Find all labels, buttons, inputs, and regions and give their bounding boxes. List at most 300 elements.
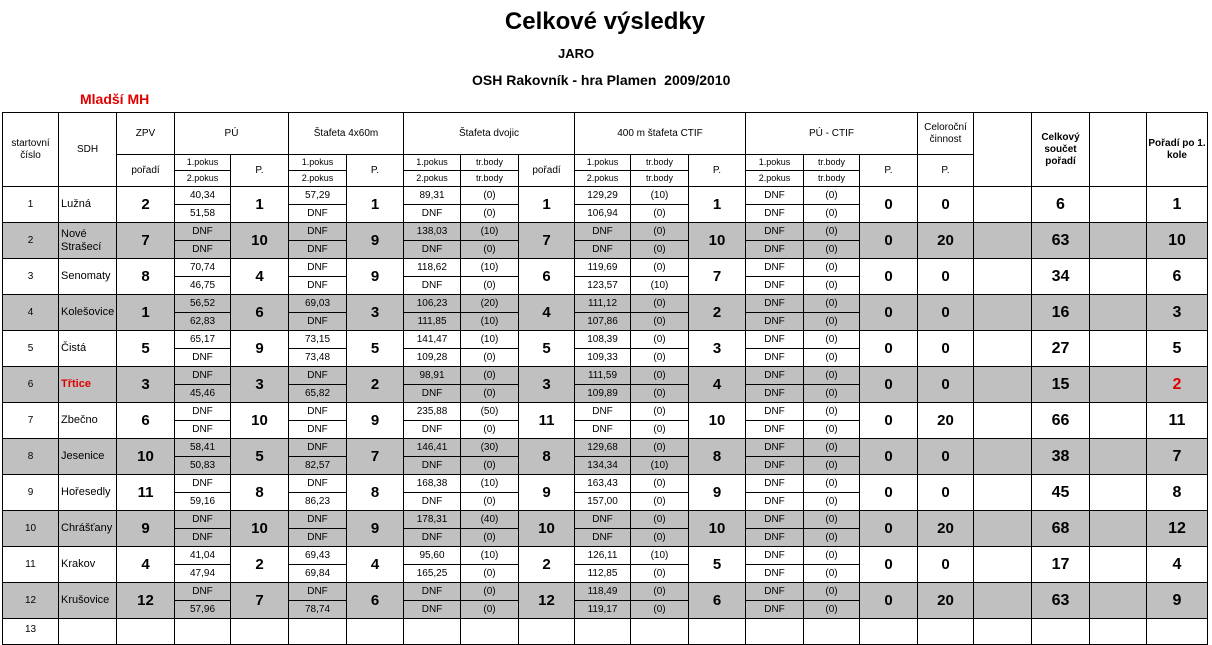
stafeta-times: DNF 82,57 bbox=[289, 439, 347, 475]
team-name: Třtice bbox=[59, 367, 117, 403]
empty-cell bbox=[689, 619, 746, 645]
ct-attempt-headers: 1.pokus 2.pokus bbox=[575, 155, 631, 187]
ctif-penalties: (0) (0) bbox=[631, 331, 689, 367]
pu-ctif-rank: 0 bbox=[860, 331, 918, 367]
empty-cell bbox=[347, 619, 404, 645]
col-stafeta-4x60: Štafeta 4x60m bbox=[289, 113, 404, 155]
dvojic-times: 235,88 DNF bbox=[404, 403, 461, 439]
pu-rank: 5 bbox=[231, 439, 289, 475]
celorocni-value: 0 bbox=[918, 475, 974, 511]
empty-cell bbox=[974, 583, 1032, 619]
stafeta-times: DNF DNF bbox=[289, 259, 347, 295]
stafeta-rank: 4 bbox=[347, 547, 404, 583]
total-sum: 15 bbox=[1032, 367, 1090, 403]
ctif-rank: 9 bbox=[689, 475, 746, 511]
stafeta-rank: 3 bbox=[347, 295, 404, 331]
empty-cell bbox=[631, 619, 689, 645]
ctif-times: 111,59 109,89 bbox=[575, 367, 631, 403]
dvojic-penalties: (0) (0) bbox=[461, 187, 519, 223]
dvojic-penalties: (20) (10) bbox=[461, 295, 519, 331]
empty-cell bbox=[974, 331, 1032, 367]
celorocni-value: 0 bbox=[918, 439, 974, 475]
col-celkovy: Celkový součet pořadí bbox=[1032, 113, 1090, 187]
table-row bbox=[3, 187, 1208, 223]
pu-times: 41,04 47,94 bbox=[175, 547, 231, 583]
team-name: Nové Strašecí bbox=[59, 223, 117, 259]
pu-ctif-times: DNF DNF bbox=[746, 403, 804, 439]
start-number: 9 bbox=[3, 475, 59, 511]
stafeta-times: DNF DNF bbox=[289, 511, 347, 547]
dvojic-times: 106,23 111,85 bbox=[404, 295, 461, 331]
ctif-rank: 2 bbox=[689, 295, 746, 331]
stafeta-times: DNF 65,82 bbox=[289, 367, 347, 403]
final-rank: 10 bbox=[1147, 223, 1208, 259]
empty-cell bbox=[1090, 367, 1147, 403]
stafeta-rank: 6 bbox=[347, 583, 404, 619]
dvojic-times: 146,41 DNF bbox=[404, 439, 461, 475]
stafeta-rank: 9 bbox=[347, 511, 404, 547]
dvojic-rank: 9 bbox=[519, 475, 575, 511]
zpv-rank: 8 bbox=[117, 259, 175, 295]
start-number: 11 bbox=[3, 547, 59, 583]
pu-attempt-headers: 1.pokus 2.pokus bbox=[175, 155, 231, 187]
dvojic-times: 141,47 109,28 bbox=[404, 331, 461, 367]
empty-cell bbox=[231, 619, 289, 645]
total-sum: 17 bbox=[1032, 547, 1090, 583]
table-row bbox=[3, 403, 1208, 439]
dvojic-rank: 7 bbox=[519, 223, 575, 259]
table-row bbox=[3, 331, 1208, 367]
pu-ctif-penalties: (0) (0) bbox=[804, 223, 860, 259]
empty-cell bbox=[575, 619, 631, 645]
pu-ctif-penalties: (0) (0) bbox=[804, 403, 860, 439]
team-name: Lužná bbox=[59, 187, 117, 223]
empty-cell bbox=[974, 511, 1032, 547]
table-row bbox=[3, 511, 1208, 547]
pu-ctif-rank: 0 bbox=[860, 367, 918, 403]
col-ctif-400: 400 m štafeta CTIF bbox=[575, 113, 746, 155]
ctif-times: 108,39 109,33 bbox=[575, 331, 631, 367]
pu-rank: 3 bbox=[231, 367, 289, 403]
final-rank: 12 bbox=[1147, 511, 1208, 547]
ctif-times: 129,29 106,94 bbox=[575, 187, 631, 223]
pu-ctif-times: DNF DNF bbox=[746, 583, 804, 619]
table-row bbox=[3, 223, 1208, 259]
ctif-penalties: (0) (0) bbox=[631, 511, 689, 547]
pu-ctif-rank: 0 bbox=[860, 583, 918, 619]
pu-times: DNF 59,16 bbox=[175, 475, 231, 511]
stafeta-times: 57,29 DNF bbox=[289, 187, 347, 223]
sd-poradi-header: pořadí bbox=[519, 155, 575, 187]
stafeta-times: DNF DNF bbox=[289, 403, 347, 439]
table-row bbox=[3, 475, 1208, 511]
final-rank: 7 bbox=[1147, 439, 1208, 475]
pc-trbody-headers: tr.body tr.body bbox=[804, 155, 860, 187]
dvojic-penalties: (40) (0) bbox=[461, 511, 519, 547]
season-label: JARO bbox=[558, 46, 595, 61]
total-sum: 63 bbox=[1032, 583, 1090, 619]
dvojic-rank: 6 bbox=[519, 259, 575, 295]
dvojic-rank: 2 bbox=[519, 547, 575, 583]
pu-times: 40,34 51,58 bbox=[175, 187, 231, 223]
table-row bbox=[3, 439, 1208, 475]
pu-times: DNF DNF bbox=[175, 403, 231, 439]
empty-cell bbox=[1090, 295, 1147, 331]
empty-cell bbox=[974, 259, 1032, 295]
empty-cell bbox=[519, 619, 575, 645]
final-rank: 2 bbox=[1147, 367, 1208, 403]
start-number: 6 bbox=[3, 367, 59, 403]
table-row bbox=[3, 295, 1208, 331]
empty-cell bbox=[974, 439, 1032, 475]
dvojic-times: 98,91 DNF bbox=[404, 367, 461, 403]
cel-p-header: P. bbox=[918, 155, 974, 187]
ctif-penalties: (0) (0) bbox=[631, 583, 689, 619]
stafeta-rank: 9 bbox=[347, 403, 404, 439]
empty-cell bbox=[1090, 511, 1147, 547]
empty-cell bbox=[1090, 223, 1147, 259]
pu-p-header: P. bbox=[231, 155, 289, 187]
dvojic-times: 138,03 DNF bbox=[404, 223, 461, 259]
table-row bbox=[3, 367, 1208, 403]
ctif-rank: 6 bbox=[689, 583, 746, 619]
celorocni-value: 0 bbox=[918, 367, 974, 403]
celorocni-value: 0 bbox=[918, 547, 974, 583]
pu-ctif-times: DNF DNF bbox=[746, 547, 804, 583]
pu-ctif-rank: 0 bbox=[860, 475, 918, 511]
pu-times: DNF DNF bbox=[175, 223, 231, 259]
final-rank: 1 bbox=[1147, 187, 1208, 223]
empty-cell bbox=[860, 619, 918, 645]
team-name: Senomaty bbox=[59, 259, 117, 295]
zpv-rank: 5 bbox=[117, 331, 175, 367]
pu-times: DNF 57,96 bbox=[175, 583, 231, 619]
pu-ctif-times: DNF DNF bbox=[746, 187, 804, 223]
pu-times: 70,74 46,75 bbox=[175, 259, 231, 295]
start-number: 8 bbox=[3, 439, 59, 475]
dvojic-rank: 11 bbox=[519, 403, 575, 439]
blank-col-2 bbox=[1090, 113, 1147, 187]
empty-cell bbox=[804, 619, 860, 645]
stafeta-times: 73,15 73,48 bbox=[289, 331, 347, 367]
team-name: Krušovice bbox=[59, 583, 117, 619]
dvojic-times: DNF DNF bbox=[404, 583, 461, 619]
final-rank: 3 bbox=[1147, 295, 1208, 331]
zpv-rank: 11 bbox=[117, 475, 175, 511]
pu-ctif-times: DNF DNF bbox=[746, 511, 804, 547]
empty-cell bbox=[461, 619, 519, 645]
ctif-rank: 3 bbox=[689, 331, 746, 367]
pu-ctif-times: DNF DNF bbox=[746, 367, 804, 403]
table-row bbox=[3, 583, 1208, 619]
stafeta-rank: 8 bbox=[347, 475, 404, 511]
dvojic-rank: 1 bbox=[519, 187, 575, 223]
st-attempt-headers: 1.pokus 2.pokus bbox=[289, 155, 347, 187]
col-stafeta-dvojic: Štafeta dvojic bbox=[404, 113, 575, 155]
pu-ctif-times: DNF DNF bbox=[746, 295, 804, 331]
empty-cell bbox=[1090, 259, 1147, 295]
zpv-rank: 3 bbox=[117, 367, 175, 403]
team-name: Hořesedly bbox=[59, 475, 117, 511]
ctif-penalties: (0) (0) bbox=[631, 475, 689, 511]
start-number: 5 bbox=[3, 331, 59, 367]
pu-ctif-penalties: (0) (0) bbox=[804, 295, 860, 331]
zpv-rank: 4 bbox=[117, 547, 175, 583]
ctif-penalties: (0) (0) bbox=[631, 295, 689, 331]
total-sum: 45 bbox=[1032, 475, 1090, 511]
dvojic-rank: 12 bbox=[519, 583, 575, 619]
empty-cell bbox=[1090, 331, 1147, 367]
empty-cell bbox=[974, 367, 1032, 403]
celorocni-value: 20 bbox=[918, 403, 974, 439]
pu-times: 65,17 DNF bbox=[175, 331, 231, 367]
pu-ctif-rank: 0 bbox=[860, 511, 918, 547]
start-number: 10 bbox=[3, 511, 59, 547]
ctif-rank: 1 bbox=[689, 187, 746, 223]
stafeta-rank: 9 bbox=[347, 223, 404, 259]
empty-cell bbox=[974, 547, 1032, 583]
empty-cell bbox=[404, 619, 461, 645]
celorocni-value: 20 bbox=[918, 583, 974, 619]
empty-cell bbox=[117, 619, 175, 645]
pu-rank: 10 bbox=[231, 403, 289, 439]
celorocni-value: 20 bbox=[918, 223, 974, 259]
sd-trbody-headers: tr.body tr.body bbox=[461, 155, 519, 187]
pu-ctif-penalties: (0) (0) bbox=[804, 547, 860, 583]
page-title: Celkové výsledky bbox=[504, 8, 706, 35]
zpv-rank: 12 bbox=[117, 583, 175, 619]
zpv-rank: 10 bbox=[117, 439, 175, 475]
dvojic-times: 89,31 DNF bbox=[404, 187, 461, 223]
dvojic-penalties: (10) (0) bbox=[461, 223, 519, 259]
col-pu: PÚ bbox=[175, 113, 289, 155]
dvojic-penalties: (0) (0) bbox=[461, 367, 519, 403]
stafeta-times: 69,43 69,84 bbox=[289, 547, 347, 583]
pu-ctif-penalties: (0) (0) bbox=[804, 511, 860, 547]
ctif-times: 126,11 112,85 bbox=[575, 547, 631, 583]
col-poradi-po: Pořadí po 1. kole bbox=[1147, 113, 1208, 187]
blank-col-1 bbox=[974, 113, 1032, 187]
pu-ctif-rank: 0 bbox=[860, 295, 918, 331]
ctif-rank: 10 bbox=[689, 223, 746, 259]
zpv-rank: 2 bbox=[117, 187, 175, 223]
pu-rank: 6 bbox=[231, 295, 289, 331]
team-name: Zbečno bbox=[59, 403, 117, 439]
pu-ctif-penalties: (0) (0) bbox=[804, 187, 860, 223]
final-rank: 8 bbox=[1147, 475, 1208, 511]
st-p-header: P. bbox=[347, 155, 404, 187]
dvojic-rank: 4 bbox=[519, 295, 575, 331]
col-pu-ctif: PÚ - CTIF bbox=[746, 113, 918, 155]
start-number: 2 bbox=[3, 223, 59, 259]
dvojic-times: 118,62 DNF bbox=[404, 259, 461, 295]
dvojic-rank: 3 bbox=[519, 367, 575, 403]
dvojic-rank: 10 bbox=[519, 511, 575, 547]
ctif-times: DNF DNF bbox=[575, 403, 631, 439]
ctif-penalties: (10) (0) bbox=[631, 187, 689, 223]
start-number: 1 bbox=[3, 187, 59, 223]
pu-ctif-penalties: (0) (0) bbox=[804, 259, 860, 295]
empty-cell bbox=[289, 619, 347, 645]
pu-ctif-rank: 0 bbox=[860, 223, 918, 259]
empty-cell bbox=[974, 187, 1032, 223]
pu-times: DNF 45,46 bbox=[175, 367, 231, 403]
start-number: 7 bbox=[3, 403, 59, 439]
pu-ctif-rank: 0 bbox=[860, 547, 918, 583]
pu-rank: 4 bbox=[231, 259, 289, 295]
ctif-times: 118,49 119,17 bbox=[575, 583, 631, 619]
table-row bbox=[3, 259, 1208, 295]
celorocni-value: 0 bbox=[918, 331, 974, 367]
dvojic-rank: 5 bbox=[519, 331, 575, 367]
pu-rank: 7 bbox=[231, 583, 289, 619]
col-zpv: ZPV bbox=[117, 113, 175, 155]
ctif-penalties: (10) (0) bbox=[631, 547, 689, 583]
pu-rank: 10 bbox=[231, 223, 289, 259]
ctif-rank: 10 bbox=[689, 511, 746, 547]
pu-rank: 9 bbox=[231, 331, 289, 367]
empty-cell bbox=[974, 223, 1032, 259]
empty-cell bbox=[1090, 187, 1147, 223]
celorocni-value: 0 bbox=[918, 295, 974, 331]
team-name: Kolešovice bbox=[59, 295, 117, 331]
total-sum: 16 bbox=[1032, 295, 1090, 331]
sd-attempt-headers: 1.pokus 2.pokus bbox=[404, 155, 461, 187]
ctif-rank: 8 bbox=[689, 439, 746, 475]
ctif-times: DNF DNF bbox=[575, 223, 631, 259]
ctif-times: 111,12 107,86 bbox=[575, 295, 631, 331]
ctif-rank: 5 bbox=[689, 547, 746, 583]
empty-cell bbox=[974, 295, 1032, 331]
empty-cell bbox=[974, 403, 1032, 439]
pu-ctif-penalties: (0) (0) bbox=[804, 475, 860, 511]
final-rank: 11 bbox=[1147, 403, 1208, 439]
total-sum: 66 bbox=[1032, 403, 1090, 439]
total-sum: 63 bbox=[1032, 223, 1090, 259]
subtitle: OSH Rakovník - hra Plamen 2009/2010 bbox=[472, 72, 731, 88]
celorocni-value: 0 bbox=[918, 259, 974, 295]
total-sum: 38 bbox=[1032, 439, 1090, 475]
pc-p-header: P. bbox=[860, 155, 918, 187]
total-sum: 68 bbox=[1032, 511, 1090, 547]
empty-cell bbox=[1090, 475, 1147, 511]
zpv-rank: 6 bbox=[117, 403, 175, 439]
empty-cell bbox=[1032, 619, 1090, 645]
stafeta-rank: 5 bbox=[347, 331, 404, 367]
ctif-penalties: (0) (0) bbox=[631, 403, 689, 439]
dvojic-penalties: (30) (0) bbox=[461, 439, 519, 475]
empty-cell bbox=[974, 475, 1032, 511]
start-number: 4 bbox=[3, 295, 59, 331]
pu-ctif-penalties: (0) (0) bbox=[804, 331, 860, 367]
ctif-times: DNF DNF bbox=[575, 511, 631, 547]
dvojic-penalties: (10) (0) bbox=[461, 475, 519, 511]
pu-ctif-penalties: (0) (0) bbox=[804, 367, 860, 403]
final-rank: 9 bbox=[1147, 583, 1208, 619]
col-sdh: SDH bbox=[59, 113, 117, 187]
pu-ctif-rank: 0 bbox=[860, 439, 918, 475]
pu-rank: 1 bbox=[231, 187, 289, 223]
dvojic-penalties: (10) (0) bbox=[461, 331, 519, 367]
empty-cell bbox=[746, 619, 804, 645]
pu-ctif-rank: 0 bbox=[860, 403, 918, 439]
empty-cell bbox=[175, 619, 231, 645]
ctif-penalties: (0) (0) bbox=[631, 223, 689, 259]
final-rank: 4 bbox=[1147, 547, 1208, 583]
team-name: Čistá bbox=[59, 331, 117, 367]
stafeta-times: DNF 86,23 bbox=[289, 475, 347, 511]
zpv-rank: 7 bbox=[117, 223, 175, 259]
col-zpv-poradi: pořadí bbox=[117, 155, 175, 187]
dvojic-penalties: (0) (0) bbox=[461, 583, 519, 619]
pu-ctif-times: DNF DNF bbox=[746, 439, 804, 475]
pu-ctif-penalties: (0) (0) bbox=[804, 439, 860, 475]
stafeta-rank: 2 bbox=[347, 367, 404, 403]
empty-cell bbox=[1090, 583, 1147, 619]
pu-ctif-penalties: (0) (0) bbox=[804, 583, 860, 619]
pu-rank: 8 bbox=[231, 475, 289, 511]
ctif-penalties: (0) (10) bbox=[631, 259, 689, 295]
stafeta-rank: 9 bbox=[347, 259, 404, 295]
results-table bbox=[2, 112, 1208, 645]
pu-ctif-times: DNF DNF bbox=[746, 331, 804, 367]
start-number: 12 bbox=[3, 583, 59, 619]
pu-ctif-times: DNF DNF bbox=[746, 223, 804, 259]
pu-ctif-times: DNF DNF bbox=[746, 475, 804, 511]
pu-times: 56,52 62,83 bbox=[175, 295, 231, 331]
table-row bbox=[3, 547, 1208, 583]
stafeta-times: 69,03 DNF bbox=[289, 295, 347, 331]
category-label: Mladší MH bbox=[80, 91, 150, 107]
ctif-penalties: (0) (0) bbox=[631, 367, 689, 403]
zpv-rank: 9 bbox=[117, 511, 175, 547]
ct-trbody-headers: tr.body tr.body bbox=[631, 155, 689, 187]
total-sum: 27 bbox=[1032, 331, 1090, 367]
header-row-1 bbox=[3, 113, 1208, 155]
total-sum: 6 bbox=[1032, 187, 1090, 223]
table-row bbox=[3, 619, 1208, 645]
ctif-rank: 7 bbox=[689, 259, 746, 295]
dvojic-times: 95,60 165,25 bbox=[404, 547, 461, 583]
celorocni-value: 0 bbox=[918, 187, 974, 223]
start-number: 3 bbox=[3, 259, 59, 295]
ctif-times: 163,43 157,00 bbox=[575, 475, 631, 511]
pu-rank: 2 bbox=[231, 547, 289, 583]
empty-cell bbox=[1090, 619, 1147, 645]
empty-cell bbox=[1090, 547, 1147, 583]
pu-ctif-times: DNF DNF bbox=[746, 259, 804, 295]
team-name: Krakov bbox=[59, 547, 117, 583]
dvojic-penalties: (50) (0) bbox=[461, 403, 519, 439]
pc-attempt-headers: 1.pokus 2.pokus bbox=[746, 155, 804, 187]
empty-cell bbox=[974, 619, 1032, 645]
dvojic-penalties: (10) (0) bbox=[461, 547, 519, 583]
empty-cell bbox=[59, 619, 117, 645]
ctif-penalties: (0) (10) bbox=[631, 439, 689, 475]
team-name: Chrášťany bbox=[59, 511, 117, 547]
pu-ctif-rank: 0 bbox=[860, 259, 918, 295]
pu-rank: 10 bbox=[231, 511, 289, 547]
stafeta-rank: 1 bbox=[347, 187, 404, 223]
zpv-rank: 1 bbox=[117, 295, 175, 331]
final-rank: 5 bbox=[1147, 331, 1208, 367]
team-name: Jesenice bbox=[59, 439, 117, 475]
empty-cell bbox=[1090, 439, 1147, 475]
ctif-times: 129,68 134,34 bbox=[575, 439, 631, 475]
final-rank: 6 bbox=[1147, 259, 1208, 295]
stafeta-times: DNF DNF bbox=[289, 223, 347, 259]
ctif-rank: 10 bbox=[689, 403, 746, 439]
